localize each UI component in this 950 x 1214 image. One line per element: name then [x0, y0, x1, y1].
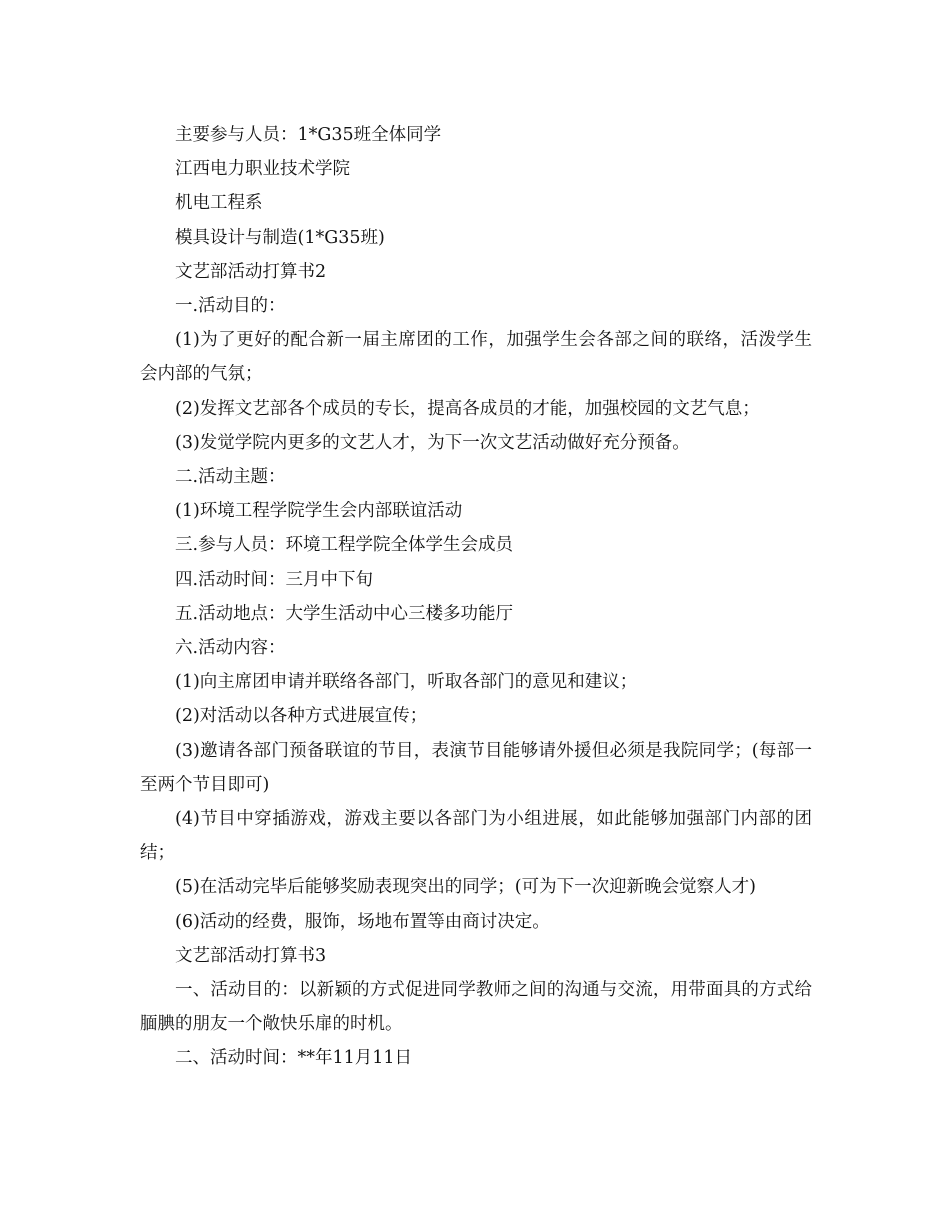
- section-title-plan-3: 文艺部活动打算书3: [175, 945, 327, 966]
- theme-item-1: (1)环境工程学院学生会内部联谊活动: [175, 501, 463, 522]
- purpose-item-3: (3)发觉学院内更多的文艺人才，为下一次文艺活动做好充分预备。: [175, 432, 690, 453]
- content-item-5: (5)在活动完毕后能够奖励表现突出的同学；(可为下一次迎新晚会觉察人才): [175, 877, 756, 898]
- heading-activity-content: 六.活动内容：: [175, 638, 286, 659]
- participants-line: 主要参与人员：1*G35班全体同学: [175, 125, 442, 145]
- section-title-plan-2: 文艺部活动打算书2: [175, 261, 327, 282]
- content-item-2: (2)对活动以各种方式进展宣传；: [175, 706, 428, 727]
- content-item-4: (4)节目中穿插游戏，游戏主要以各部门为小组进展，如此能够加强部门内部的团结；: [140, 809, 812, 864]
- participants-paragraph: 三.参与人员：环境工程学院全体学生会成员: [175, 535, 514, 556]
- content-item-6: (6)活动的经费，服饰，场地布置等由商讨决定。: [175, 911, 550, 932]
- activity-time-paragraph: 四.活动时间：三月中下旬: [175, 569, 374, 590]
- heading-activity-purpose: 一.活动目的：: [175, 296, 286, 317]
- school-name: 江西电力职业技术学院: [175, 159, 350, 180]
- class-name: 模具设计与制造(1*G35班): [175, 227, 385, 248]
- purpose-item-2: (2)发挥文艺部各个成员的专长，提高各成员的才能，加强校园的文艺气息；: [175, 398, 760, 419]
- purpose-item-1: (1)为了更好的配合新一届主席团的工作，加强学生会各部之间的联络，活泼学生会内部的气氛；: [140, 330, 812, 385]
- content-item-3: (3)邀请各部门预备联谊的节目，表演节目能够请外援但必须是我院同学；(每部一至两个节目即可): [140, 740, 812, 795]
- document-body: [140, 118, 812, 1076]
- plan-3-time: 二、活动时间：**年11月11日: [175, 1048, 413, 1069]
- activity-location-paragraph: 五.活动地点：大学生活动中心三楼多功能厅: [175, 603, 514, 624]
- department-name: 机电工程系: [175, 193, 263, 214]
- content-item-1: (1)向主席团申请并联络各部门，听取各部门的意见和建议；: [175, 672, 638, 693]
- plan-3-purpose: 一、活动目的：以新颖的方式促进同学教师之间的沟通与交流，用带面具的方式给腼腆的朋友一个敞快乐扉的时机。: [140, 980, 812, 1035]
- heading-activity-theme: 二.活动主题：: [175, 467, 286, 488]
